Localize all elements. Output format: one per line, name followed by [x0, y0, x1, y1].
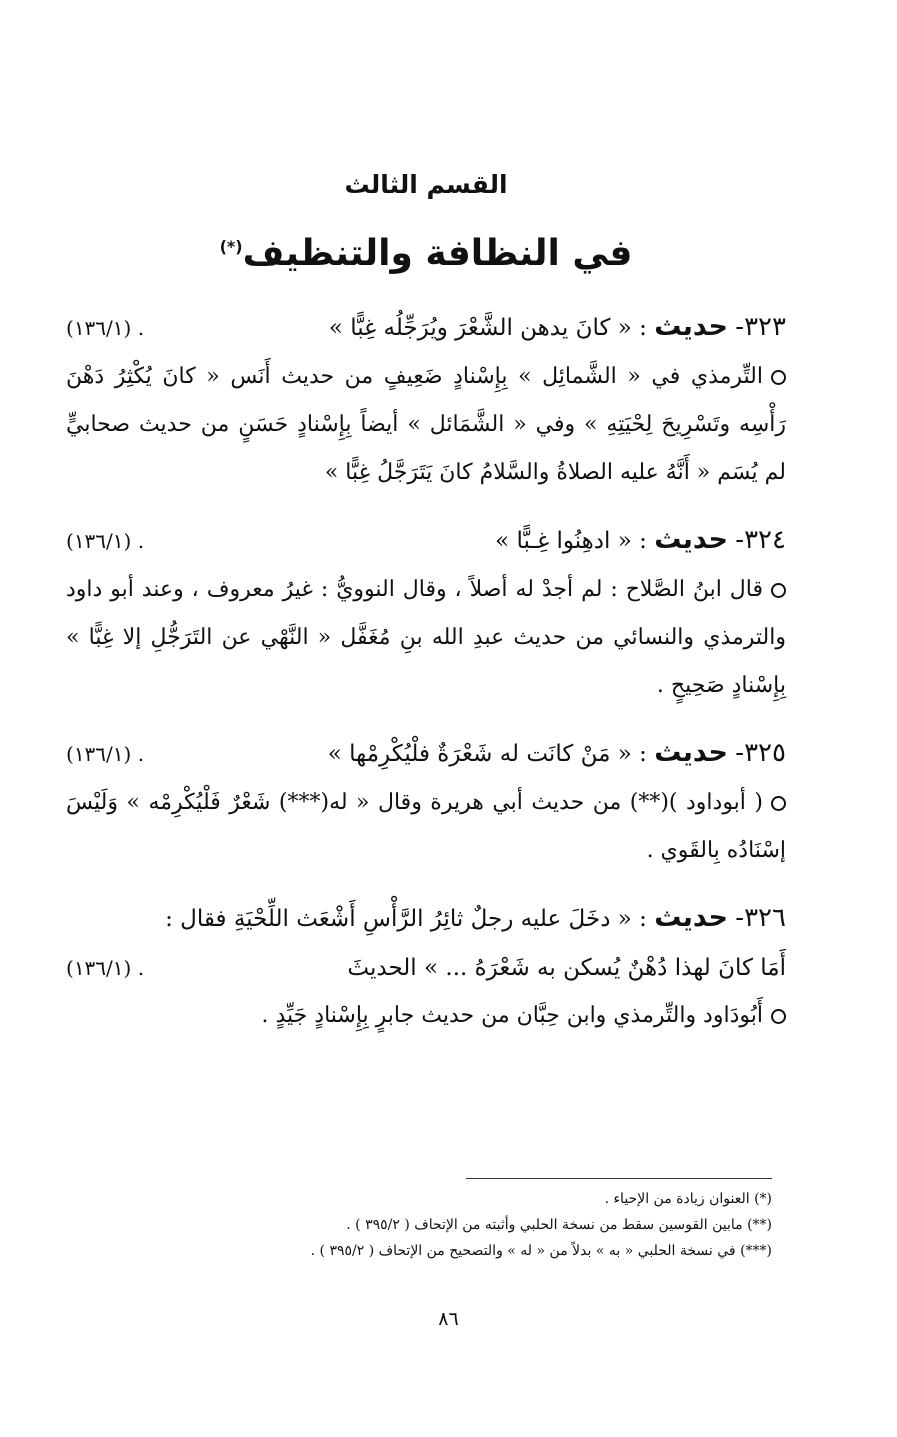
hadith-label: حديث: [654, 524, 728, 555]
hadith-reference: (١٣٦/١) .: [66, 956, 145, 980]
hadith-commentary: [66, 353, 786, 497]
hadith-commentary-text: التِّرمذي في « الشَّمائِل » بِإِسْنادٍ ضَعِيفٍ من حديث أَنَس « كانَ يُكْثِرُ دَهْنَ رَأْسِه وتَسْرِيحَ لِحْيَتِهِ » وفي « الشَّمَائل » أيضاً بِإِسْنادٍ حَسَنٍ من حديث صحابيٍّ لم يُسَم « أَنَّهُ عليه الصلاةُ والسَّلامُ كانَ يَتَرَجَّلُ غِبًّا »: [66, 364, 786, 485]
circle-bullet-icon: [771, 583, 786, 598]
hadith-entry-323: [66, 302, 786, 497]
hadith-heading-main: [495, 515, 786, 566]
hadith-heading-main: [165, 893, 786, 944]
hadith-commentary: [66, 566, 786, 710]
hadith-text: : « دخَلَ عليه رجلٌ ثائِرُ الرَّأْسِ أَشْعَث اللِّحْيَةِ فقال :: [165, 906, 647, 932]
hadith-reference: (١٣٦/١) .: [66, 742, 145, 766]
hadith-heading: [66, 515, 786, 566]
hadith-number: ٣٢٣-: [735, 312, 786, 342]
footnote: (**) مابين القوسين سقط من نسخة الحلبي وأثبته من الإتحاف ( ٣٩٥/٢ ) .: [346, 1217, 772, 1233]
hadith-number: ٣٢٥-: [735, 738, 786, 768]
chapter-note-mark: (*): [219, 237, 243, 256]
chapter-title: [66, 233, 786, 274]
hadith-reference: (١٣٦/١) .: [66, 529, 145, 553]
hadith-text-continued: أَمَا كانَ لهذا دُهْنٌ يُسكن به شَعْرَهُ ... » الحديثَ: [347, 955, 786, 981]
hadith-number: ٣٢٦-: [735, 903, 786, 933]
circle-bullet-icon: [771, 1009, 786, 1024]
hadith-entry-325: [66, 728, 786, 875]
footnotes: [76, 1186, 772, 1264]
hadith-entry-326: [66, 893, 786, 1040]
hadith-reference: (١٣٦/١) .: [66, 316, 145, 340]
hadith-commentary: [66, 779, 786, 875]
circle-bullet-icon: [771, 370, 786, 385]
footnote-divider: [466, 1178, 772, 1179]
hadith-continuation-row: [66, 944, 786, 992]
hadith-entry-324: [66, 515, 786, 710]
hadith-label: حديث: [654, 902, 728, 933]
hadith-commentary-text: ( أبوداود )(**) من حديث أبي هريرة وقال « له(***) شَعْرٌ فَلْيُكْرِمْه » وَلَيْسَ إسْنَادُه بِالقَوي .: [66, 790, 786, 863]
circle-bullet-icon: [771, 796, 786, 811]
hadith-label: حديث: [654, 737, 728, 768]
page-number: ٨٦: [438, 1308, 459, 1330]
hadith-text: : « ادهِنُوا غِـبًّا »: [495, 528, 647, 554]
footnote: (***) في نسخة الحلبي « به » بدلاً من « له » والتصحيح من الإتحاف ( ٣٩٥/٢ ) .: [310, 1243, 772, 1259]
chapter-title-text: في النظافة والتنظيف: [242, 233, 633, 274]
hadith-text: : « كانَ يدهن الشَّعْرَ ويُرَجِّلُه غِبًّا »: [328, 315, 647, 341]
section-title: القسم الثالث: [344, 170, 508, 199]
page-body: [66, 170, 786, 1058]
hadith-heading-main: [328, 728, 786, 779]
hadith-text: : « مَنْ كانَت له شَعْرَةٌ فلْيُكْرِمْها »: [327, 741, 647, 767]
hadith-commentary: [66, 992, 786, 1040]
hadith-heading-main: [329, 302, 786, 353]
footnote: (*) العنوان زيادة من الإحياء .: [604, 1191, 772, 1207]
hadith-heading: [66, 893, 786, 944]
hadith-commentary-text: أَبُودَاود والتِّرمذي وابن حِبَّان من حديث جابرٍ بِإِسْنادٍ جَيِّدٍ .: [261, 1003, 763, 1028]
hadith-heading: [66, 302, 786, 353]
hadith-label: حديث: [654, 311, 728, 342]
hadith-heading: [66, 728, 786, 779]
hadith-number: ٣٢٤-: [735, 525, 786, 555]
hadith-commentary-text: قال ابنُ الصَّلاح : لم أجدْ له أصلاً ، وقال النوويُّ : غيرُ معروف ، وعند أبو داود والترمذي والنسائي من حديث عبدِ الله بنِ مُغَفَّل « النَّهْي عن التَرَجُّلِ إلا غِبًّا » بِإِسْنادٍ صَحِيحٍ .: [66, 577, 786, 698]
